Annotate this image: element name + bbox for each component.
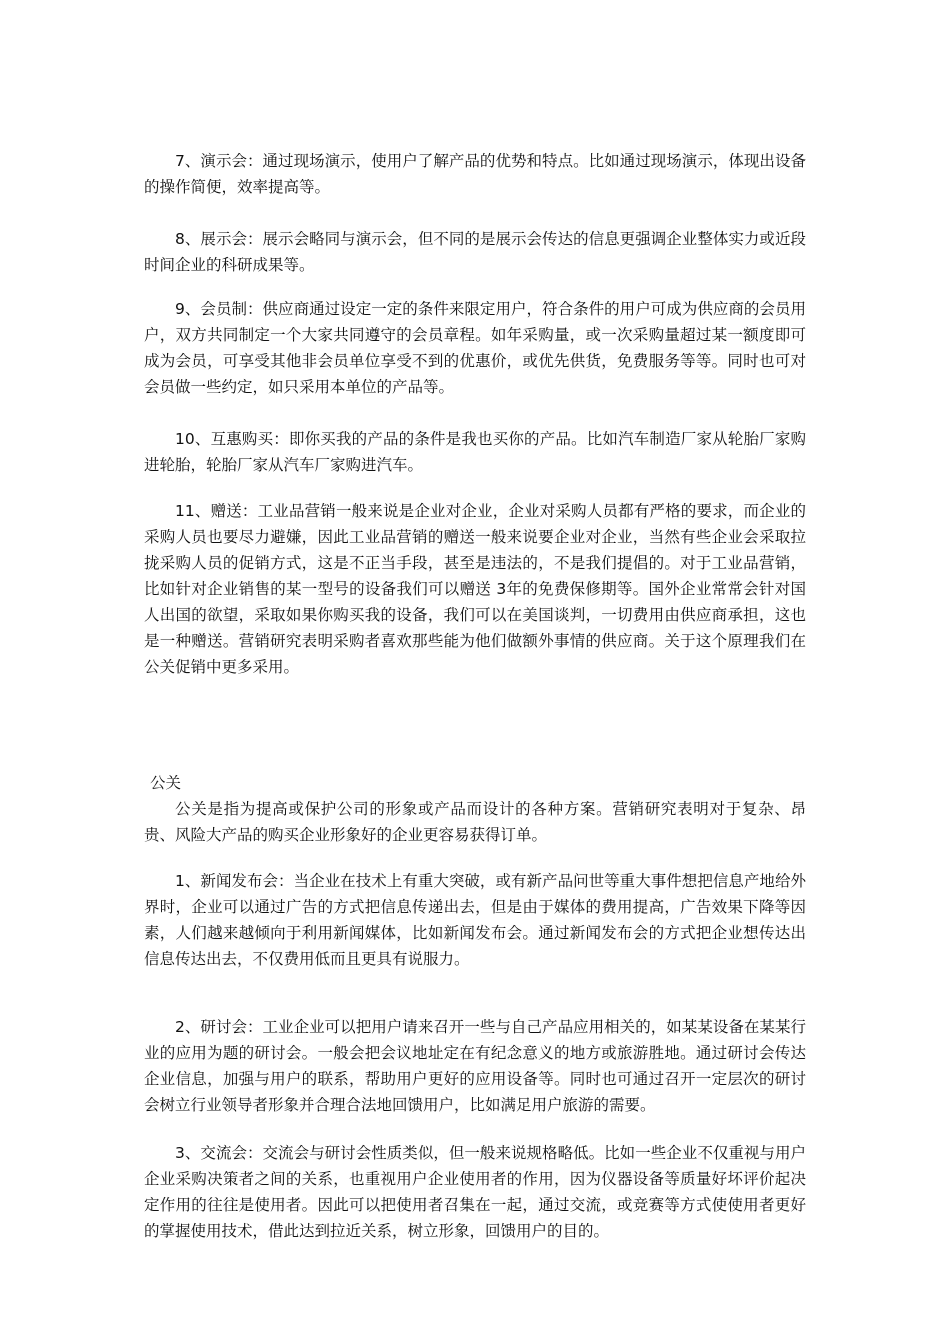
paragraph-press-conference: 1、新闻发布会：当企业在技术上有重大突破，或有新产品问世等重大事件想把信息产地给外界时，企业可以通过广告的方式把信息传递出去，但是由于媒体的费用提高，广告效果下降等因素，人们越来越倾向于利用新闻媒体，比如新闻发布会。通过新闻发布会的方式把企业想传达出信息传达出去，不仅费用低而且更具有说服力。	[144, 872, 806, 968]
paragraph-membership: 9、会员制：供应商通过设定一定的条件来限定用户，符合条件的用户可成为供应商的会员用户，双方共同制定一个大家共同遵守的会员章程。如年采购量，或一次采购量超过某一额度即可成为会员，可享受其他非会员单位享受不到的优惠价，或优先供货，免费服务等等。同时也可对会员做一些约定，如只采用本单位的产品等。	[144, 300, 806, 396]
section-heading-pr: 公关	[150, 774, 182, 792]
paragraph-gifts: 11、赠送：工业品营销一般来说是企业对企业，企业对采购人员都有严格的要求，而企业的采购人员也要尽力避嫌，因此工业品营销的赠送一般来说要企业对企业，当然有些企业会采取拉拢采购人员的促销方式，这是不正当手段，甚至是违法的，不是我们提倡的。对于工业品营销，比如针对企业销售的某一型号的设备我们可以赠送 3年的免费保修期等。国外企业常常会针对国人出国的欲望，采取如果你购买我的设备，我们可以在美国谈判，一切费用由供应商承担，这也是一种赠送。营销研究表明采购者喜欢那些能为他们做额外事情的供应商。关于这个原理我们在公关促销中更多采用。	[144, 502, 806, 676]
paragraph-demo-meeting: 7、演示会：通过现场演示，使用户了解产品的优势和特点。比如通过现场演示，体现出设备的操作简便，效率提高等。	[144, 152, 806, 196]
paragraph-reciprocal-purchase: 10、互惠购买：即你买我的产品的条件是我也买你的产品。比如汽车制造厂家从轮胎厂家购进轮胎，轮胎厂家从汽车厂家购进汽车。	[144, 430, 806, 474]
paragraph-exhibition: 8、展示会：展示会略同与演示会，但不同的是展示会传达的信息更强调企业整体实力或近段时间企业的科研成果等。	[144, 230, 806, 274]
paragraph-seminar: 2、研讨会：工业企业可以把用户请来召开一些与自己产品应用相关的，如某某设备在某某行业的应用为题的研讨会。一般会把会议地址定在有纪念意义的地方或旅游胜地。通过研讨会传达企业信息，加强与用户的联系，帮助用户更好的应用设备等。同时也可通过召开一定层次的研讨会树立行业领导者形象并合理合法地回馈用户，比如满足用户旅游的需要。	[144, 1018, 806, 1114]
paragraph-pr-intro: 公关是指为提高或保护公司的形象或产品而设计的各种方案。营销研究表明对于复杂、昂贵、风险大产品的购买企业形象好的企业更容易获得订单。	[144, 800, 806, 844]
paragraph-exchange-meeting: 3、交流会：交流会与研讨会性质类似，但一般来说规格略低。比如一些企业不仅重视与用户企业采购决策者之间的关系，也重视用户企业使用者的作用，因为仪器设备等质量好坏评价起决定作用的往往是使用者。因此可以把使用者召集在一起，通过交流，或竞赛等方式使使用者更好的掌握使用技术，借此达到拉近关系，树立形象，回馈用户的目的。	[144, 1144, 806, 1240]
